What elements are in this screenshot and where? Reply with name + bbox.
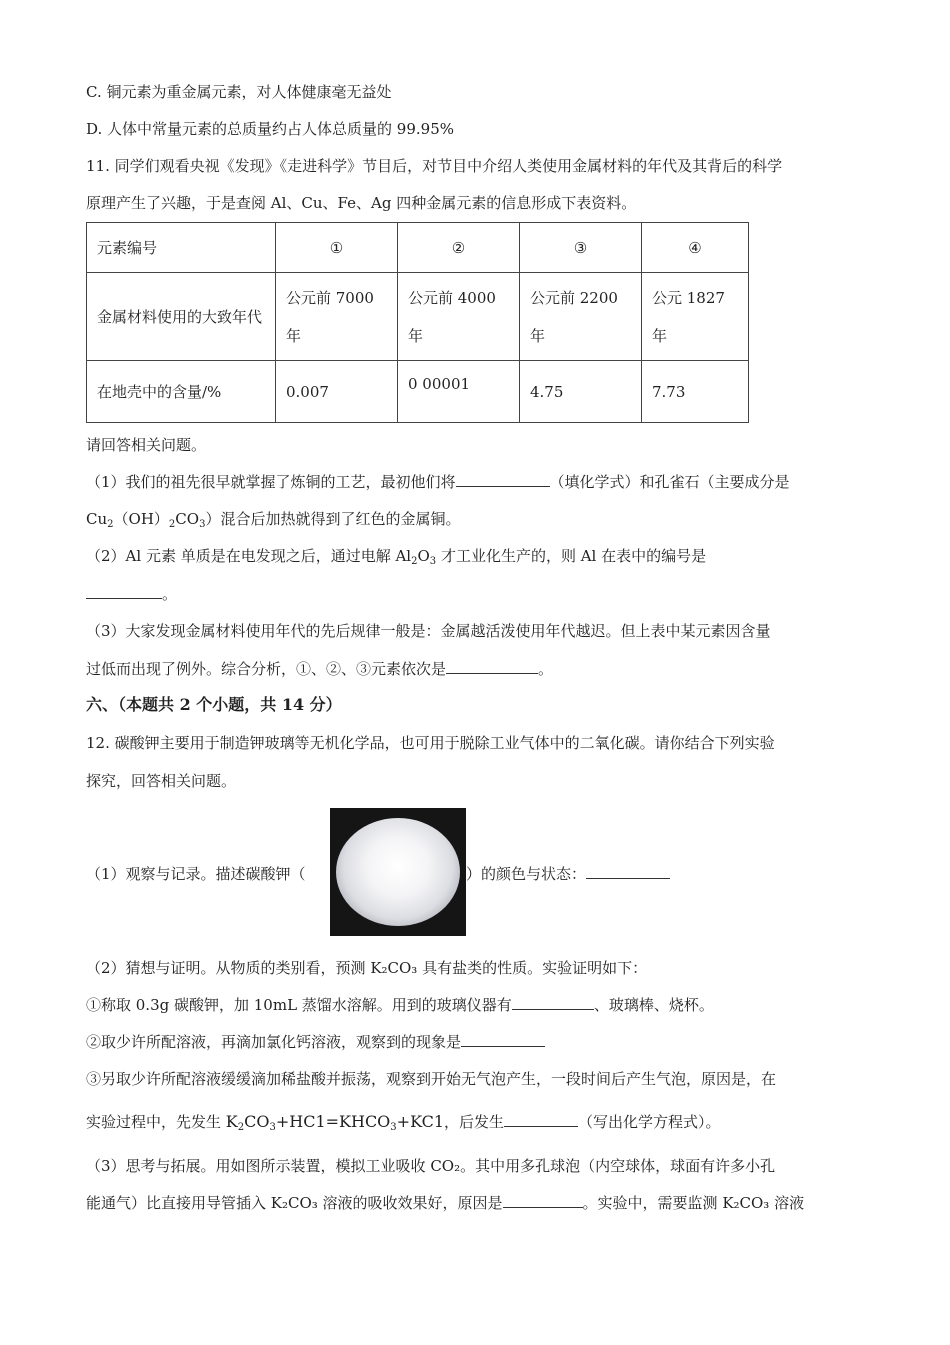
table-cell: 7.73 xyxy=(642,361,749,423)
white-powder-heap xyxy=(336,818,460,926)
q12-step2 xyxy=(86,1032,545,1052)
q12-part1-line xyxy=(466,864,670,884)
metal-info-table xyxy=(86,222,749,423)
answer-blank[interactable] xyxy=(504,1112,578,1127)
formula-text: CO xyxy=(175,510,200,528)
q12-step1-text-a: ①称取 0.3g 碳酸钾，加 10mL 蒸馏水溶解。用到的玻璃仪器有 xyxy=(86,996,512,1014)
answer-blank[interactable] xyxy=(461,1032,545,1047)
subscript: 2 xyxy=(107,519,114,530)
subscript: 2 xyxy=(168,519,176,530)
chemical-equation xyxy=(226,1112,444,1131)
q12-intro-line1: 12. 碳酸钾主要用于制造钾玻璃等无机化学品，也可用于脱除工业气体中的二氧化碳。请你结合下列实验 xyxy=(86,734,775,752)
formula-text: Cu xyxy=(86,510,108,528)
q11-part1-line1 xyxy=(86,472,790,492)
table-header-cell: ③ xyxy=(520,223,642,273)
q12-part3-line1: （3）思考与拓展。用如图所示装置，模拟工业吸收 CO₂。其中用多孔球泡（内空球体，球面有许多小孔 xyxy=(86,1157,776,1175)
subscript: 3 xyxy=(199,519,206,530)
q12-step3-line2 xyxy=(86,1112,721,1132)
formula-text: +HC1=KHCO xyxy=(275,1112,391,1131)
answer-blank[interactable] xyxy=(503,1193,583,1208)
q12-part3-line2 xyxy=(86,1193,804,1213)
table-header-cell: ② xyxy=(398,223,520,273)
q12-step2-text: ②取少许所配溶液，再滴加氯化钙溶液，观察到的现象是 xyxy=(86,1033,462,1051)
table-cell: 0.007 xyxy=(276,361,398,423)
q12-step1 xyxy=(86,995,714,1015)
table-cell: 公元前 2200 年 xyxy=(520,273,642,361)
q12-step3-text-c: （写出化学方程式）。 xyxy=(578,1113,721,1131)
q11-part3-line1: （3）大家发现金属材料使用年代的先后规律一般是：金属越活泼使用年代越迟。但上表中某元素因含量 xyxy=(86,622,771,640)
table-cell: 公元前 4000 年 xyxy=(398,273,520,361)
q11-part2-line1 xyxy=(86,546,706,566)
q11-part1-text-a: （1）我们的祖先很早就掌握了炼铜的工艺，最初他们将 xyxy=(86,473,456,491)
table-cell: 公元前 7000 年 xyxy=(276,273,398,361)
table-cell: 金属材料使用的大致年代 xyxy=(87,273,276,361)
q12-part3-text-b: 。实验中，需要监测 K₂CO₃ 溶液 xyxy=(582,1194,805,1212)
section-heading: 六、（本题共 2 个小题，共 14 分） xyxy=(86,695,342,714)
answer-blank[interactable] xyxy=(86,584,162,599)
table-row xyxy=(87,273,749,361)
answer-blank[interactable] xyxy=(512,995,594,1010)
q11-part2-text-b: 才工业化生产的，则 Al 在表中的编号是 xyxy=(436,547,707,565)
table-cell: 4.75 xyxy=(520,361,642,423)
answer-blank[interactable] xyxy=(456,472,550,487)
table-cell: 在地壳中的含量/% xyxy=(87,361,276,423)
formula-text: CO xyxy=(244,1112,270,1131)
q11-intro-line2: 原理产生了兴趣，于是查阅 Al、Cu、Fe、Ag 四种金属元素的信息形成下表资料。 xyxy=(86,194,637,212)
formula-text: （OH） xyxy=(113,510,169,528)
option-d: D. 人体中常量元素的总质量约占人体总质量的 99.95% xyxy=(86,120,454,138)
table-cell: 0 00001 xyxy=(398,361,520,423)
subscript: 3 xyxy=(390,1122,397,1133)
q11-part1-text-c: ）混合后加热就得到了红色的金属铜。 xyxy=(205,510,461,528)
q11-part3-text-a: 过低而出现了例外。综合分析，①、②、③元素依次是 xyxy=(86,660,447,678)
q11-part1-text-b: （填化学式）和孔雀石（主要成分是 xyxy=(549,473,790,491)
table-row xyxy=(87,361,749,423)
table-header-cell: ① xyxy=(276,223,398,273)
subscript: 3 xyxy=(269,1122,276,1133)
potassium-carbonate-photo xyxy=(330,808,466,936)
table-header-cell: 元素编号 xyxy=(87,223,276,273)
answer-blank[interactable] xyxy=(446,659,538,674)
formula-text: O xyxy=(417,547,430,565)
table-header-cell: ④ xyxy=(642,223,749,273)
q11-part1-line2 xyxy=(86,509,460,529)
q12-step1-text-b: 、玻璃棒、烧杯。 xyxy=(593,996,714,1014)
q11-part3-text-b: 。 xyxy=(538,660,554,678)
q11-part2-text-c: 。 xyxy=(162,585,178,603)
subscript: 2 xyxy=(411,556,418,567)
q12-part3-text-a: 能通气）比直接用导管插入 K₂CO₃ 溶液的吸收效果好，原因是 xyxy=(86,1194,503,1212)
answer-blank[interactable] xyxy=(586,864,670,879)
subscript: 3 xyxy=(429,556,437,567)
q12-part2: （2）猜想与证明。从物质的类别看，预测 K₂CO₃ 具有盐类的性质。实验证明如下： xyxy=(86,959,648,977)
q11-intro-line1: 11. 同学们观看央视《发现》《走进科学》节目后，对节目中介绍人类使用金属材料的年代及其背后的科学 xyxy=(86,157,783,175)
q12-intro-line2: 探究，回答相关问题。 xyxy=(86,772,237,790)
q12-step3-text-b: ，后发生 xyxy=(444,1113,505,1131)
option-c: C. 铜元素为重金属元素，对人体健康毫无益处 xyxy=(86,83,392,101)
subscript: 2 xyxy=(237,1122,245,1133)
table-row xyxy=(87,223,749,273)
q12-part1-label: （1）观察与记录。描述碳酸钾（ xyxy=(86,865,306,883)
q11-part2-line2 xyxy=(86,584,177,604)
formula-text: +KC1 xyxy=(396,1112,445,1131)
q11-prompt: 请回答相关问题。 xyxy=(86,436,207,454)
q12-step3-text-a: 实验过程中，先发生 xyxy=(86,1113,226,1131)
q11-part3-line2 xyxy=(86,659,553,679)
q11-part2-text-a: （2）Al 元素 单质是在电发现之后，通过电解 Al xyxy=(86,547,412,565)
formula-text: K xyxy=(225,1112,238,1131)
table-cell: 公元 1827 年 xyxy=(642,273,749,361)
q12-part1-text: ）的颜色与状态： xyxy=(466,865,587,883)
q12-step3-line1: ③另取少许所配溶液缓缓滴加稀盐酸并振荡，观察到开始无气泡产生，一段时间后产生气泡，原因是，在 xyxy=(86,1070,777,1088)
